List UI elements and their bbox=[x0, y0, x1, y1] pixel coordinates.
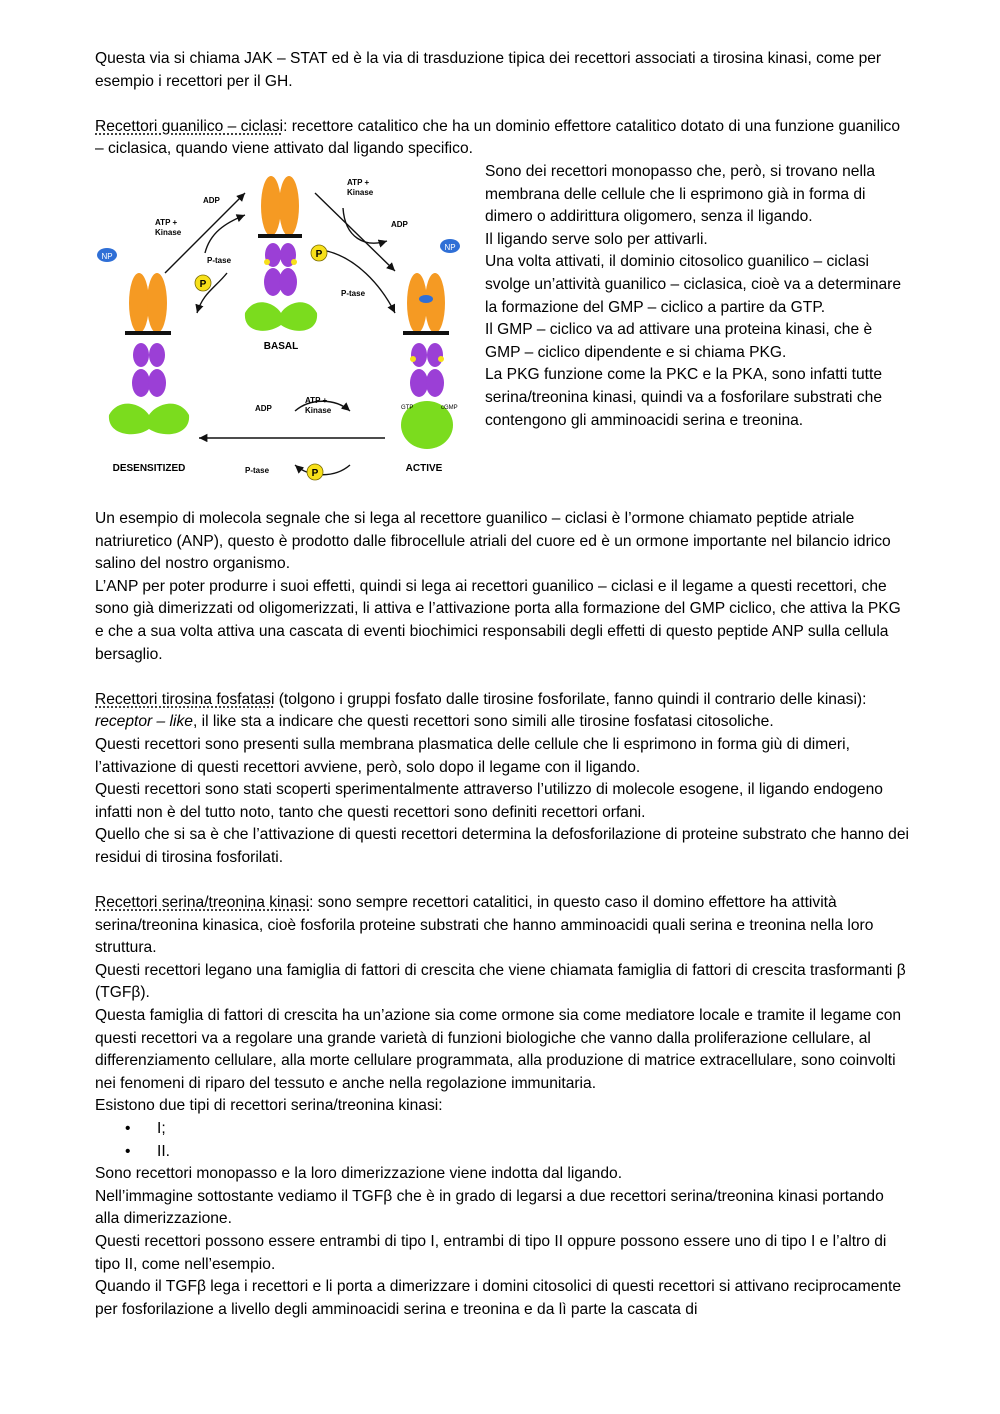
ptase-label-bottom: P-tase bbox=[245, 465, 270, 475]
guanilico-heading: Recettori guanilico – ciclasi bbox=[95, 117, 284, 135]
basal-receptor bbox=[245, 176, 327, 352]
serina-paragraph: Questa famiglia di fattori di crescita ha un’azione sia come ormone sia come mediatore locale e tramite il legame con questi recettori va a regolare una grande varietà di funzioni biologiche che vanno dalla proliferazione cellulare, al differenziamento cellulare, alla morte cellulare programmata, alla produzione di matrice extracellulare, sono coinvolti nei fenomeni di riparo del tessuto e anche nella regolazione immunitaria. bbox=[95, 1007, 902, 1092]
serina-paragraph: Nell’immagine sottostante vediamo il TGFβ che è in grado di legarsi a due recettori serina/treonina kinasi portando alla dimerizzazione. bbox=[95, 1187, 884, 1228]
guanilico-paragraph: L’ANP per poter produrre i suoi effetti, quindi si lega ai recettori guanilico – ciclasi e il legame a questi recettori, che sono già dimerizzati od oligomerizzati, li attiva e l’attivazione porta alla formazione del GMP ciclico, che attiva la PKG e che a sua volta attiva una cascata di eventi biochimici responsabili degli effetti di questo peptide ANP sulla cellula bersaglio. bbox=[95, 577, 901, 663]
serina-paragraph: Questi recettori legano una famiglia di fattori di crescita che viene chiamata famiglia di fattori di crescita trasformanti β (TGFβ). bbox=[95, 961, 906, 1002]
kinase-label-bottom: Kinase bbox=[305, 405, 332, 415]
fosfatasi-lead-b: , il like sta a indicare che questi recettori sono simili alle tirosine fosfatasi citosoliche. bbox=[192, 713, 774, 731]
receptor-types-list bbox=[95, 1118, 910, 1163]
document-page bbox=[95, 48, 910, 1321]
adp-label-left: ADP bbox=[203, 195, 220, 205]
adp-label-bottom: ADP bbox=[255, 403, 272, 413]
guanilico-lead-paragraph bbox=[95, 116, 910, 161]
guanilico-paragraph: Sono dei recettori monopasso che, però, si trovano nella membrana delle cellule che li esprimono già in forma di dimero o addirittura oligomero, senza il ligando. bbox=[485, 162, 876, 226]
desensitized-label: DESENSITIZED bbox=[112, 462, 186, 474]
guanilico-lead: : recettore catalitico che ha un dominio effettore catalitico dotato di una funzione guanilico – ciclasica, quando viene attivato dal ligando specifico. bbox=[95, 117, 900, 158]
guanilico-paragraph: La PKG funzione come la PKC e la PKA, sono infatti tutte serina/treonina kinasi, quindi va a fosforilare substrati che contengono gli amminoacidi serina e treonina. bbox=[485, 366, 882, 429]
ptase-label-left: P-tase bbox=[207, 255, 232, 265]
fosfatasi-lead-paragraph bbox=[95, 689, 910, 734]
basal-label: BASAL bbox=[263, 340, 299, 352]
serina-paragraph: Esistono due tipi di recettori serina/treonina kinasi: bbox=[95, 1097, 443, 1115]
kinase-label-right: Kinase bbox=[347, 187, 374, 197]
guanilico-paragraph: Un esempio di molecola segnale che si lega al recettore guanilico – ciclasi è l’ormone chiamato peptide atriale natriuretico (ANP), questo è prodotto dalle fibrocellule atriali del cuore ed è un ormone importante nel bilancio idrico salino del nostro organismo. bbox=[95, 509, 891, 573]
fosfatasi-lead-italic: receptor – like bbox=[95, 713, 193, 731]
atp-label-bottom: ATP + bbox=[305, 395, 328, 405]
fosfatasi-paragraph: Quello che si sa è che l’attivazione di questi recettori determina la defosforilazione di proteine substrato che hanno dei residui di tirosina fosforilati. bbox=[95, 826, 909, 866]
active-label: ACTIVE bbox=[405, 462, 443, 474]
active-receptor bbox=[401, 239, 460, 474]
left-p-label: P bbox=[199, 278, 207, 290]
atp-label-left: ATP + bbox=[155, 217, 178, 227]
fosfatasi-heading: Recettori tirosina fosfatasi bbox=[95, 690, 275, 708]
desensitized-receptor bbox=[97, 248, 189, 474]
list-item: • II. bbox=[125, 1141, 910, 1164]
bottom-p-label: P bbox=[311, 467, 319, 479]
active-gtp-label: GTP bbox=[401, 404, 414, 411]
serina-lead-paragraph bbox=[95, 892, 910, 960]
intro-paragraph: Questa via si chiama JAK – STAT ed è la via di trasduzione tipica dei recettori associati a tirosina kinasi, come per esempio i recettori per il GH. bbox=[95, 50, 882, 90]
guanilico-paragraph: Una volta attivati, il dominio citosolico guanilico – ciclasi svolge un’attività guanilico – ciclasica, cioè va a determinare la formazione del GMP – ciclico a partire da GTP. bbox=[485, 253, 902, 316]
receptor-cycle-figure bbox=[95, 163, 473, 508]
desensitized-np-label: NP bbox=[101, 251, 113, 261]
kinase-label-left: Kinase bbox=[155, 227, 182, 237]
ptase-label-right: P-tase bbox=[341, 288, 366, 298]
serina-lead: : sono sempre recettori catalitici, in questo caso il domino effettore ha attività serina/treonina kinasica, cioè fosforila proteine substrati che hanno amminoacidi quali serina e treonina nella loro struttura. bbox=[95, 894, 874, 957]
atp-label-right: ATP + bbox=[347, 177, 370, 187]
serina-paragraph: Quando il TGFβ lega i recettori e li porta a dimerizzare i domini citosolici di questi recettori si attivano reciprocamente per fosforilazione a livello degli amminoacidi serina e treonina e da lì parte la cascata di bbox=[95, 1278, 902, 1318]
active-np-label: NP bbox=[444, 242, 456, 252]
list-item: • I; bbox=[125, 1118, 910, 1141]
fosfatasi-paragraph: Questi recettori sono stati scoperti sperimentalmente attraverso l’utilizzo di molecole esogene, il ligando endogeno infatti non è del tutto noto, tanto che questi recettori sono definiti recettori orfani. bbox=[95, 781, 883, 821]
active-cgmp-label: cGMP bbox=[441, 404, 458, 411]
serina-paragraph: Questi recettori possono essere entrambi di tipo I, entrambi di tipo II oppure possono essere uno di tipo I e l’altro di tipo II, come nell’esempio. bbox=[95, 1232, 887, 1273]
guanilico-paragraph: Il GMP – ciclico va ad attivare una proteina kinasi, che è GMP – ciclico dipendente e si chiama PKG. bbox=[485, 321, 873, 361]
fosfatasi-lead-a: (tolgono i gruppi fosfato dalle tirosine fosforilate, fanno quindi il contrario delle kinasi): bbox=[274, 690, 867, 708]
guanilico-paragraph: Il ligando serve solo per attivarli. bbox=[485, 230, 708, 248]
serina-heading: Recettori serina/treonina kinasi bbox=[95, 894, 310, 912]
fosfatasi-paragraph: Questi recettori sono presenti sulla membrana plasmatica delle cellule che li esprimono in forma giù di dimeri, l’attivazione di questi recettori avviene, però, solo dopo il legame con il ligando. bbox=[95, 735, 850, 776]
basal-p-label: P bbox=[315, 248, 323, 260]
serina-paragraph: Sono recettori monopasso e la loro dimerizzazione viene indotta dal ligando. bbox=[95, 1165, 623, 1183]
adp-label-right: ADP bbox=[391, 219, 408, 229]
